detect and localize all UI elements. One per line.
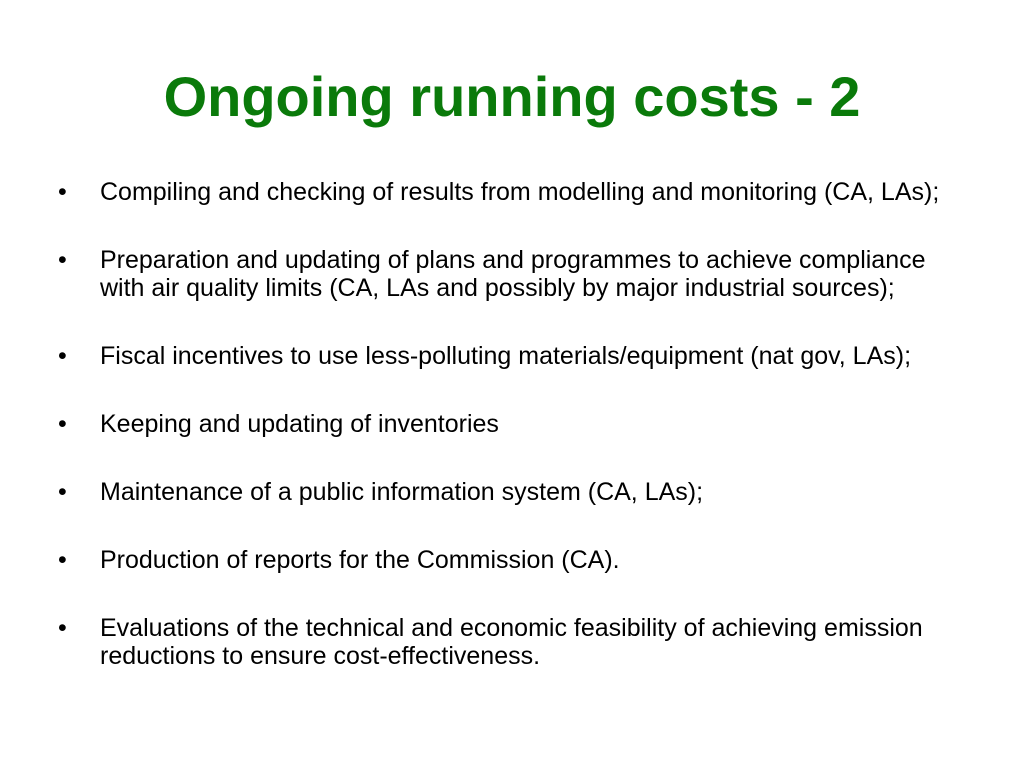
bullet-text: Fiscal incentives to use less-polluting materials/equipment (nat gov, LAs); [100,342,912,370]
bullet-list [58,178,958,710]
bullet-marker: • [58,546,67,574]
bullet-marker: • [58,178,67,206]
bullet-item [58,478,958,506]
bullet-item [58,246,958,302]
bullet-text: Preparation and updating of plans and programmes to achieve compliance with air quality limits (CA, LAs and possibly by major industrial sources); [100,246,926,302]
slide-title: Ongoing running costs - 2 [163,65,861,128]
bullet-text: Production of reports for the Commission (CA). [100,546,620,574]
bullet-item [58,342,958,370]
bullet-text: Compiling and checking of results from modelling and monitoring (CA, LAs); [100,178,940,206]
bullet-marker: • [58,478,67,506]
bullet-marker: • [58,246,67,274]
bullet-text: Keeping and updating of inventories [100,410,499,438]
bullet-item [58,178,958,206]
bullet-item [58,410,958,438]
bullet-text: Evaluations of the technical and economic feasibility of achieving emission reductions to ensure cost-effectiveness. [100,614,923,670]
bullet-marker: • [58,614,67,642]
bullet-marker: • [58,410,67,438]
bullet-item [58,546,958,574]
bullet-item [58,614,958,670]
bullet-marker: • [58,342,67,370]
bullet-text: Maintenance of a public information system (CA, LAs); [100,478,704,506]
